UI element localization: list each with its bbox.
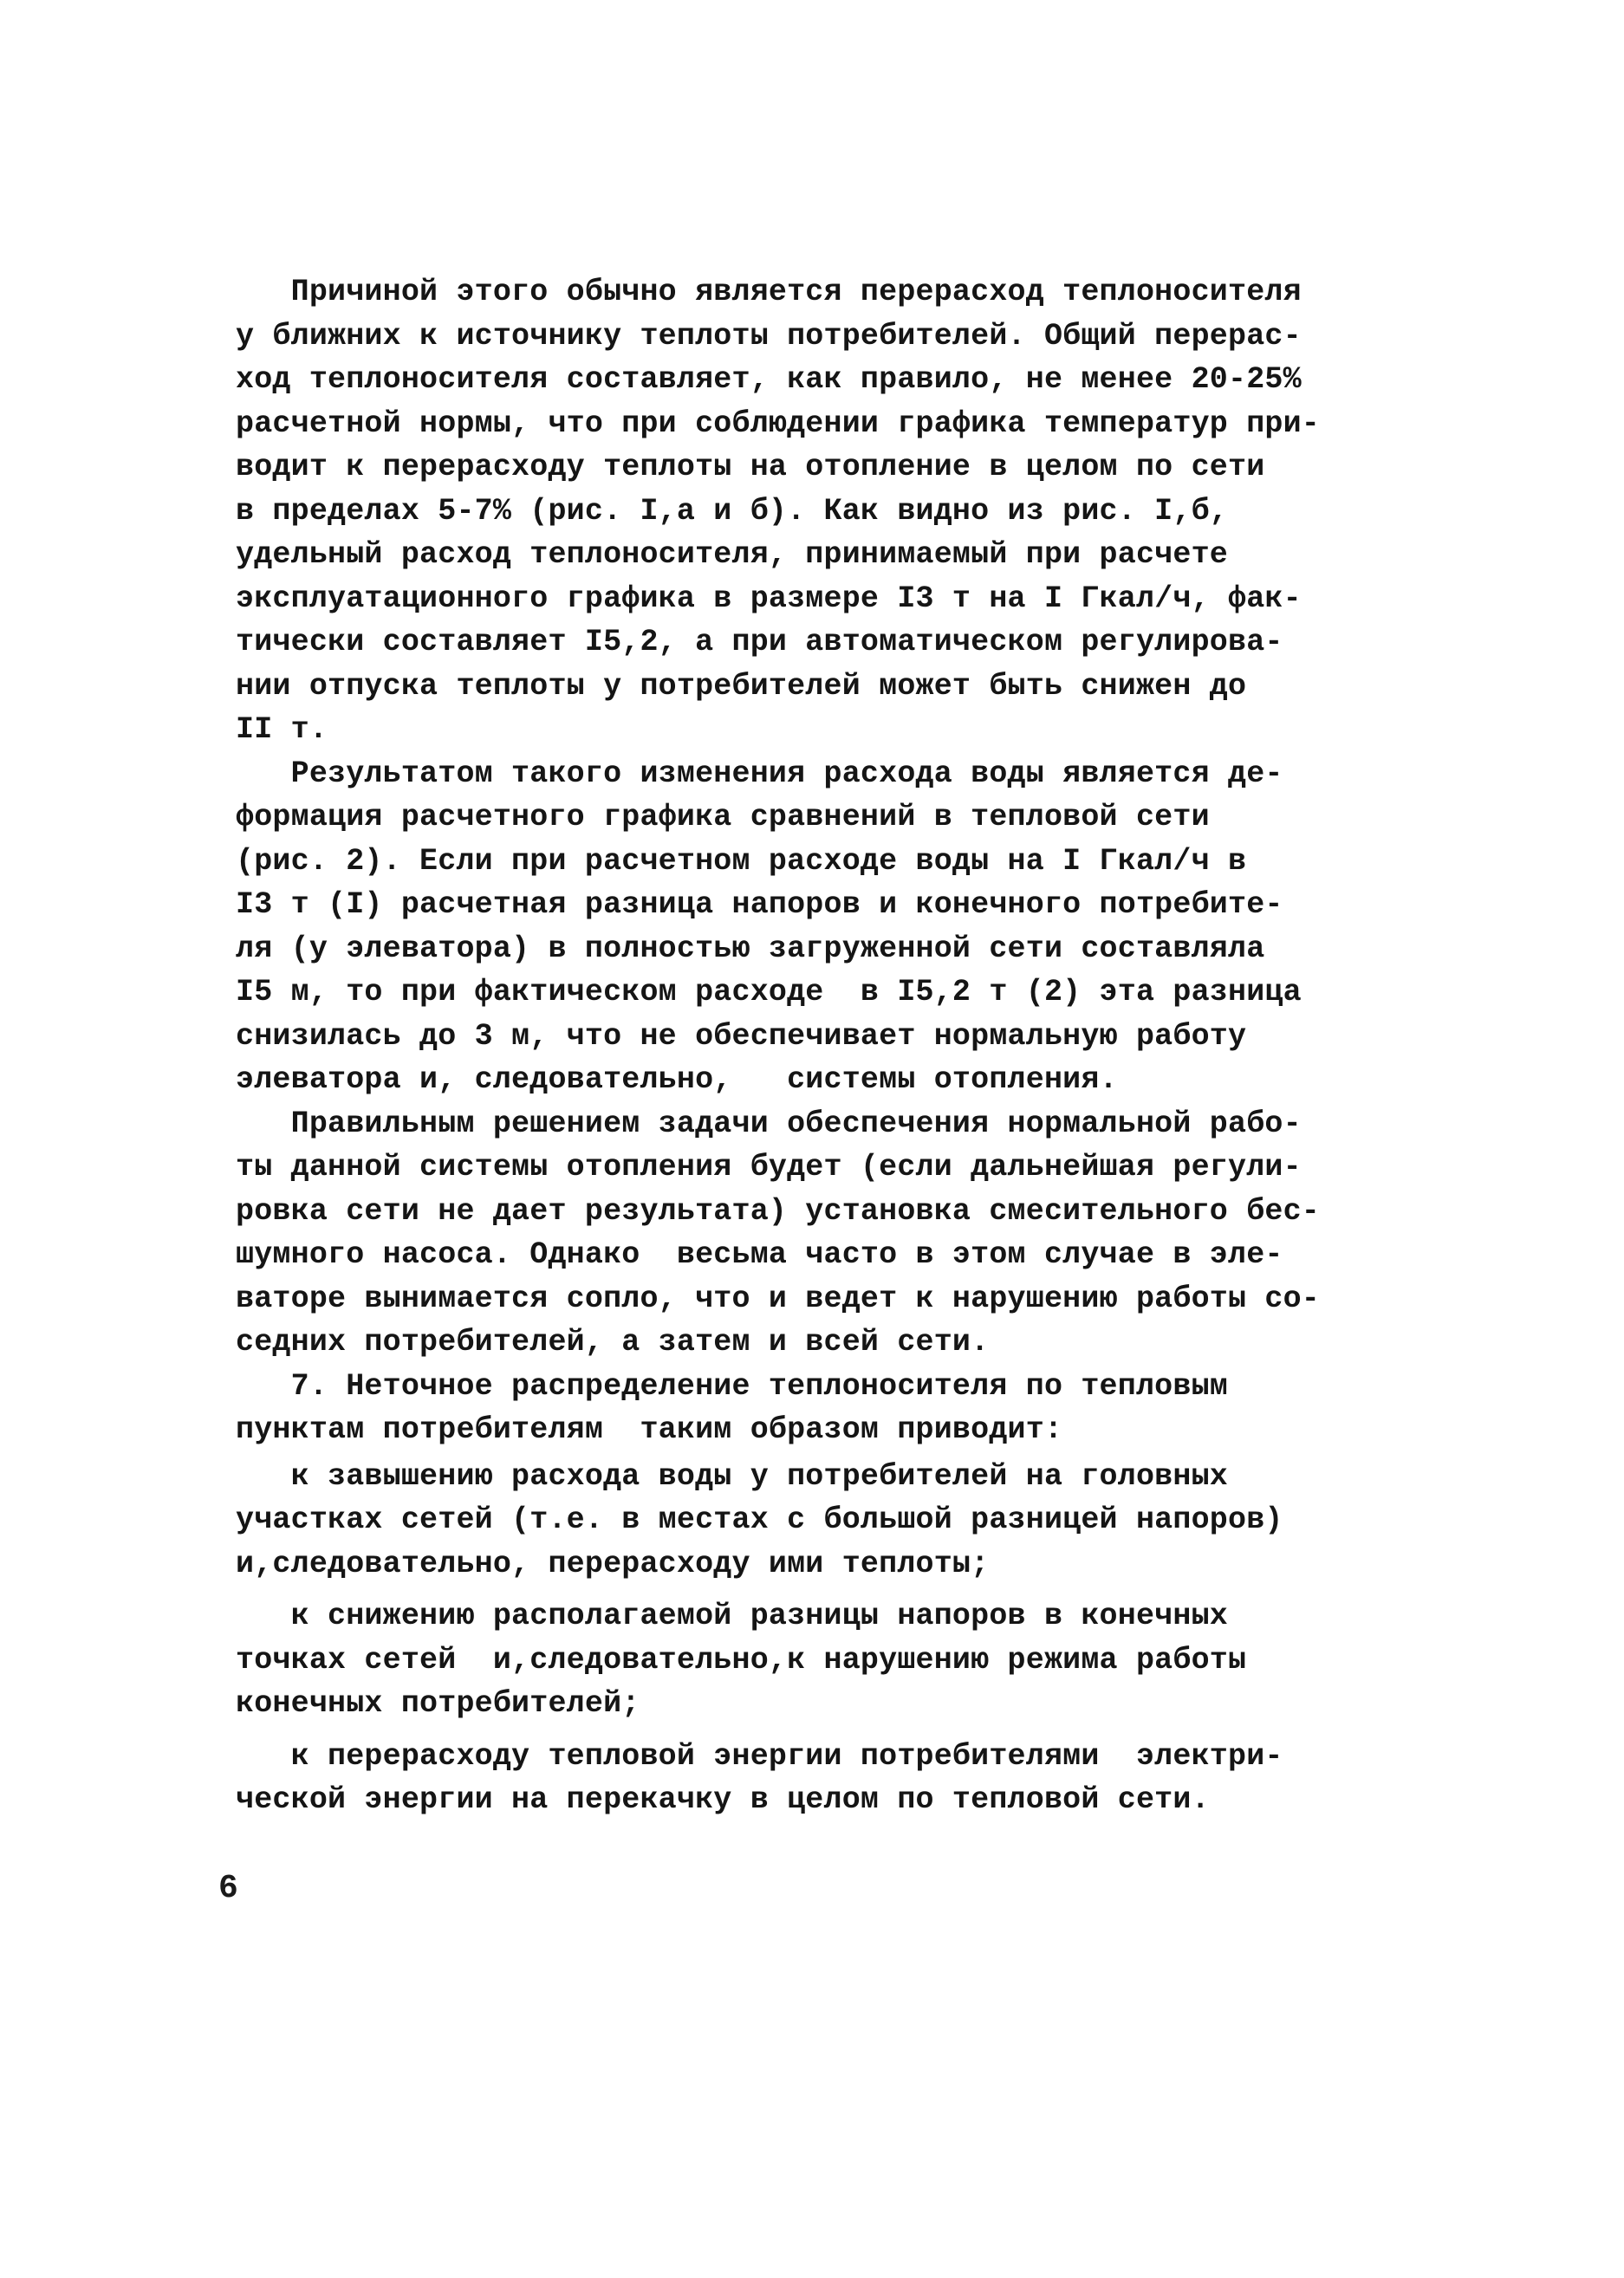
text-line: 7. Неточное распределение теплоносителя по тепловым	[236, 1368, 1228, 1404]
text-line: пунктам потребителям таким образом приводит:	[236, 1412, 1063, 1447]
text-line: конечных потребителей;	[236, 1686, 640, 1721]
page-number: 6	[218, 1870, 238, 1907]
paragraph-4	[236, 1365, 1310, 1452]
text-line: элеватора и, следовательно, системы отопления.	[236, 1062, 1118, 1097]
text-line: в пределах 5-7% (рис. I,а и б). Как видно из рис. I,б,	[236, 493, 1228, 529]
text-line: ты данной системы отопления будет (если дальнейшая регули-	[236, 1150, 1302, 1184]
text-line: ваторе вынимается сопло, что и ведет к нарушению работы со-	[236, 1281, 1321, 1316]
text-line: удельный расход теплоносителя, принимаемый при расчете	[236, 537, 1228, 572]
text-line: I5 м, то при фактическом расходе в I5,2 т (2) эта разница	[236, 975, 1302, 1009]
text-line: и,следовательно, перерасходу ими теплоты;	[236, 1546, 990, 1581]
text-line: ля (у элеватора) в полностью загруженной сети составляла	[236, 931, 1265, 966]
text-line: шумного насоса. Однако весьма часто в этом случае в эле-	[236, 1237, 1283, 1272]
body-text	[236, 270, 1321, 1822]
text-line: водит к перерасходу теплоты на отопление в целом по сети	[236, 450, 1265, 484]
paragraph-1	[236, 270, 1321, 752]
text-line: эксплуатационного графика в размере I3 т на I Гкал/ч, фак-	[236, 581, 1302, 616]
text-line: к снижению располагаемой разницы напоров в конечных	[236, 1599, 1228, 1633]
text-line: к перерасходу тепловой энергии потребителями электри-	[236, 1738, 1283, 1774]
list-item-3	[236, 1735, 1310, 1822]
text-line: Результатом такого изменения расхода воды является де-	[236, 756, 1283, 791]
text-line: участках сетей (т.е. в местах с большой разницей напоров)	[236, 1502, 1283, 1537]
text-line: у ближних к источнику теплоты потребителей. Общий перерас-	[236, 318, 1302, 354]
text-line: (рис. 2). Если при расчетном расходе воды на I Гкал/ч в	[236, 843, 1247, 879]
text-line: к завышению расхода воды у потребителей на головных	[236, 1458, 1228, 1494]
text-line: нии отпуска теплоты у потребителей может быть снижен до	[236, 668, 1247, 704]
text-line: ход теплоносителя составляет, как правило, не менее 20-25%	[236, 362, 1302, 397]
text-line: расчетной нормы, что при соблюдении графика температур при-	[236, 406, 1321, 441]
text-line: Правильным решением задачи обеспечения нормальной рабо-	[236, 1106, 1302, 1141]
text-line: I3 т (I) расчетная разница напоров и конечного потребите-	[236, 887, 1283, 922]
paragraph-3	[236, 1102, 1321, 1365]
text-line: ческой энергии на перекачку в целом по тепловой сети.	[236, 1782, 1210, 1817]
text-line: тически составляет I5,2, а при автоматическом регулирова-	[236, 625, 1283, 659]
text-line: II т.	[236, 712, 328, 747]
text-line: точках сетей и,следовательно,к нарушению режима работы	[236, 1642, 1247, 1678]
text-line: седних потребителей, а затем и всей сети.	[236, 1325, 990, 1360]
paragraph-2	[236, 752, 1310, 1102]
text-line: Причиной этого обычно является перерасход теплоносителя	[236, 275, 1302, 309]
text-line: снизилась до 3 м, что не обеспечивает нормальную работу	[236, 1018, 1247, 1054]
list-item-1	[236, 1455, 1310, 1587]
list-item-2	[236, 1594, 1310, 1726]
text-line: ровка сети не дает результата) установка смесительного бес-	[236, 1193, 1321, 1229]
text-line: формация расчетного графика сравнений в тепловой сети	[236, 800, 1210, 834]
